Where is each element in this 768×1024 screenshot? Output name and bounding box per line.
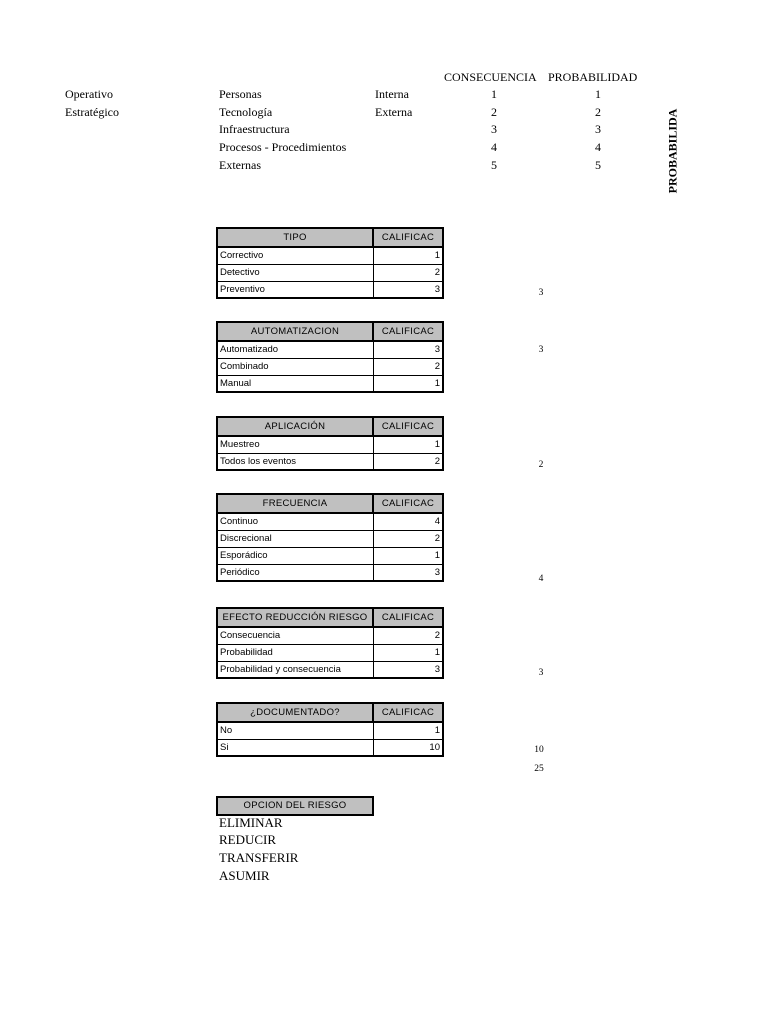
consecuencia-value: 4	[491, 140, 497, 154]
opcion-item: ASUMIR	[219, 868, 270, 883]
documentado-table	[216, 702, 444, 757]
table-row: Automatizado 3	[217, 341, 443, 358]
consecuencia-value: 1	[491, 87, 497, 101]
table-header: EFECTO REDUCCIÓN RIESGO	[217, 608, 373, 627]
consecuencia-value: 2	[491, 105, 497, 119]
consecuencia-value: 5	[491, 158, 497, 172]
total-value: 25	[534, 764, 544, 774]
automatizacion-side-value: 3	[538, 345, 544, 355]
documentado-side-value: 10	[534, 745, 544, 755]
vertical-label: PROBABILIDA	[665, 108, 680, 194]
probabilidad-value: 4	[595, 140, 601, 154]
score-header: CALIFICAC	[373, 703, 443, 722]
table-row: Todos los eventos 2	[217, 453, 443, 470]
table-row: Discrecional 2	[217, 530, 443, 547]
table-row: Si 10	[217, 739, 443, 756]
table-row: Detectivo 2	[217, 264, 443, 281]
table-row: Manual 1	[217, 375, 443, 392]
probabilidad-value: 3	[595, 122, 601, 136]
origen-item: Externa	[375, 105, 413, 119]
score-header: CALIFICAC	[373, 494, 443, 513]
tipo-table	[216, 227, 444, 299]
table-header: APLICACIÓN	[217, 417, 373, 436]
nivel-item: Estratégico	[65, 105, 119, 119]
factor-item: Externas	[219, 158, 261, 172]
table-row: Periódico 3	[217, 564, 443, 581]
opcion-item: TRANSFERIR	[219, 850, 299, 865]
factor-item: Tecnología	[219, 105, 273, 119]
frecuencia-side-value: 4	[538, 574, 544, 584]
factor-item: Procesos - Procedimientos	[219, 140, 347, 154]
factor-item: Infraestructura	[219, 122, 290, 136]
table-row: Probabilidad y consecuencia 3	[217, 661, 443, 678]
table-header: FRECUENCIA	[217, 494, 373, 513]
opcion-item: REDUCIR	[219, 832, 277, 847]
table-row: No 1	[217, 722, 443, 739]
probabilidad-value: 2	[595, 105, 601, 119]
score-header: CALIFICAC	[373, 417, 443, 436]
nivel-item: Operativo	[65, 87, 113, 101]
factor-item: Personas	[219, 87, 262, 101]
table-header: TIPO	[217, 228, 373, 247]
opcion-header: OPCION DEL RIESGO	[216, 796, 374, 816]
probabilidad-value: 1	[595, 87, 601, 101]
tipo-side-value: 3	[538, 288, 544, 298]
table-header: AUTOMATIZACION	[217, 322, 373, 341]
frecuencia-table	[216, 493, 444, 582]
automatizacion-table	[216, 321, 444, 393]
table-row: Consecuencia 2	[217, 627, 443, 644]
efecto-table	[216, 607, 444, 679]
score-header: CALIFICAC	[373, 322, 443, 341]
opcion-item: ELIMINAR	[219, 815, 283, 830]
table-row: Correctivo 1	[217, 247, 443, 264]
table-row: Preventivo 3	[217, 281, 443, 298]
table-row: Continuo 4	[217, 513, 443, 530]
header-probabilidad: PROBABILIDAD	[548, 70, 638, 84]
origen-item: Interna	[375, 87, 409, 101]
table-row: Probabilidad 1	[217, 644, 443, 661]
aplicacion-table	[216, 416, 444, 471]
score-header: CALIFICAC	[373, 608, 443, 627]
efecto-side-value: 3	[538, 668, 544, 678]
consecuencia-value: 3	[491, 122, 497, 136]
aplicacion-side-value: 2	[538, 460, 544, 470]
header-consecuencia: CONSECUENCIA	[444, 70, 537, 84]
table-header: ¿DOCUMENTADO?	[217, 703, 373, 722]
table-row: Muestreo 1	[217, 436, 443, 453]
table-row: Esporádico 1	[217, 547, 443, 564]
table-row: Combinado 2	[217, 358, 443, 375]
probabilidad-value: 5	[595, 158, 601, 172]
score-header: CALIFICAC	[373, 228, 443, 247]
